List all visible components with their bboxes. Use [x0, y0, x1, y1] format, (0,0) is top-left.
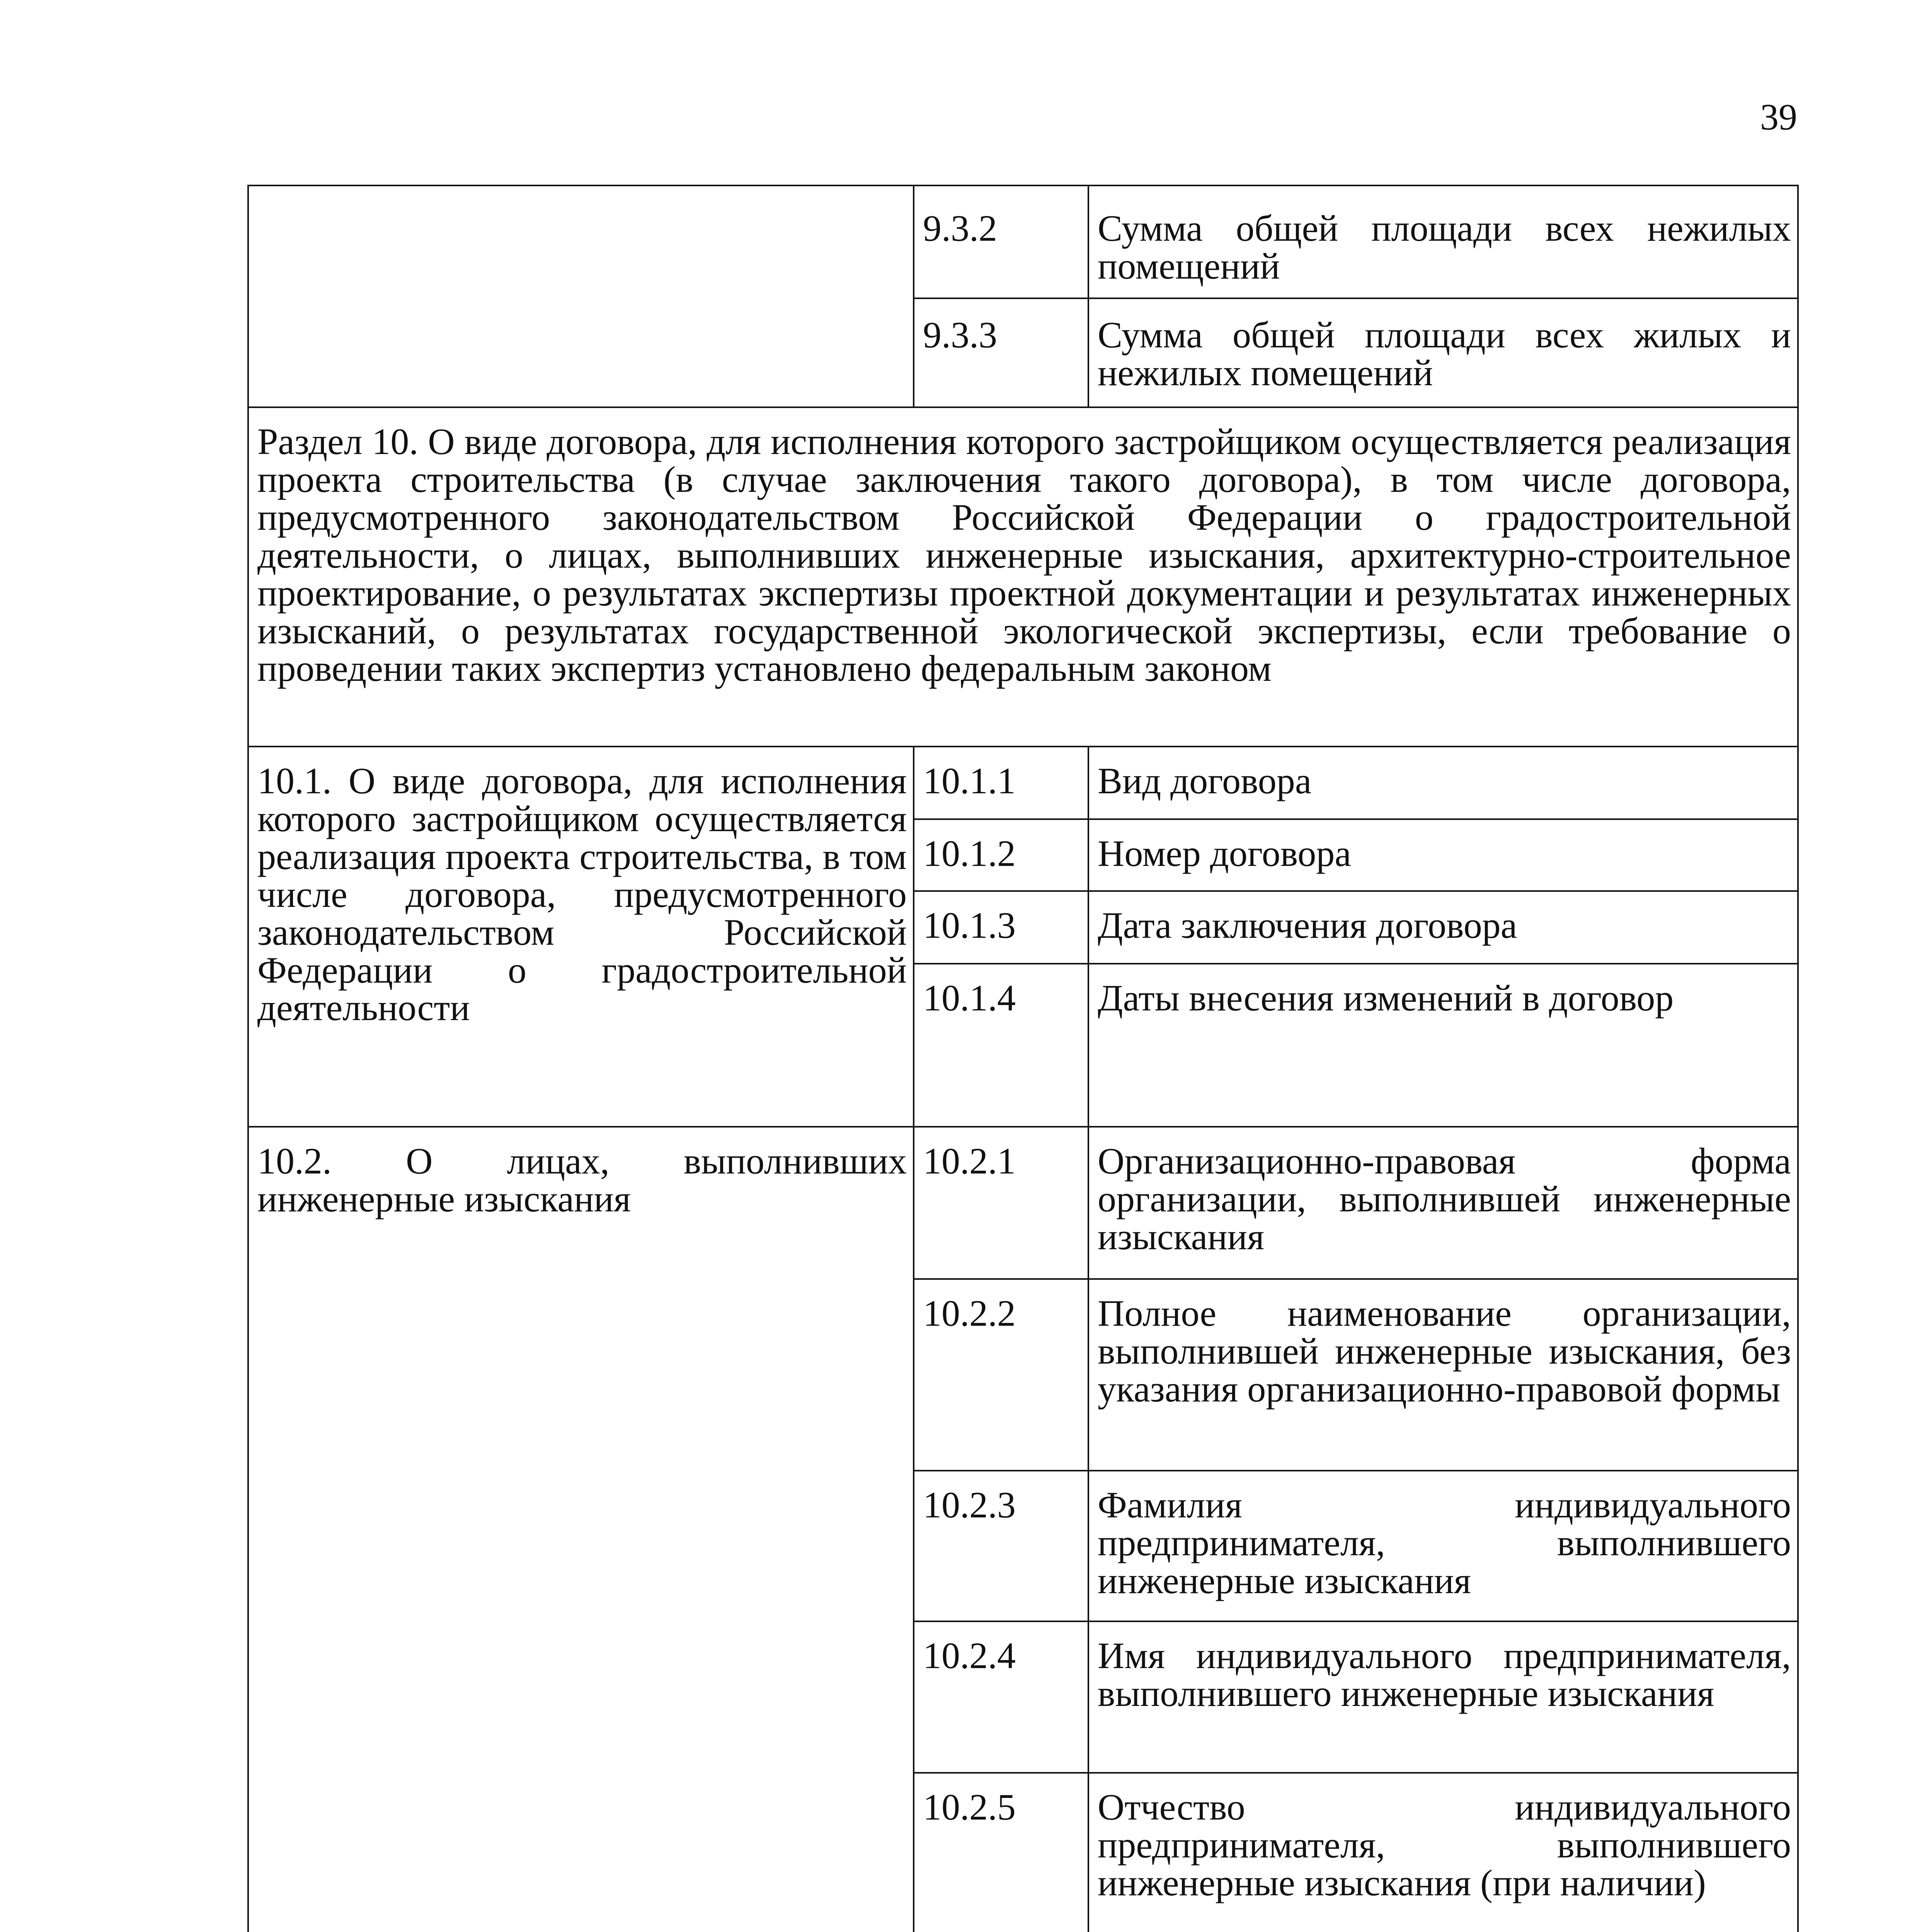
table-row — [248, 747, 1798, 819]
table-row — [248, 185, 1798, 298]
item-code: 10.2.5 — [914, 1773, 1088, 1932]
requirements-table — [247, 185, 1799, 1932]
item-text: Организационно-правовая форма организации, выполнившей инженерные изыскания — [1088, 1127, 1798, 1279]
item-code: 9.3.3 — [914, 298, 1088, 407]
item-code: 10.2.3 — [914, 1471, 1088, 1621]
item-code: 10.1.2 — [914, 819, 1088, 891]
page-number: 39 — [1760, 96, 1797, 138]
section-heading-row — [248, 407, 1798, 747]
item-code: 10.1.4 — [914, 964, 1088, 1127]
item-code: 10.2.4 — [914, 1621, 1088, 1773]
item-text: Вид договора — [1088, 747, 1798, 819]
section-10-heading: Раздел 10. О виде договора, для исполнения которого застройщиком осуществляется реализация проекта строительства (в случае заключения такого договора), в том числе договора, предусмотренного законодательством Российской Федерации о градостроительной деятельности, о лицах, выполнивших инженерные изыскания, архитектурно-строительное проектирование, о результатах экспертизы проектной документации и результатах инженерных изысканий, о результатах государственной экологической экспертизы, если требование о проведении таких экспертиз установлено федеральным законом — [248, 407, 1798, 747]
item-text: Имя индивидуального предпринимателя, выполнившего инженерные изыскания — [1088, 1621, 1798, 1773]
item-text: Фамилия индивидуального предпринимателя, выполнившего инженерные изыскания — [1088, 1471, 1798, 1621]
empty-group-cell — [248, 185, 914, 407]
group-10-1-title: 10.1. О виде договора, для исполнения которого застройщиком осуществляется реализация проекта строительства, в том числе договора, предусмотренного законодательством Российской Федерации о градостроительной деятельности — [248, 747, 914, 1127]
item-code: 10.2.1 — [914, 1127, 1088, 1279]
item-text: Даты внесения изменений в договор — [1088, 964, 1798, 1127]
item-text: Номер договора — [1088, 819, 1798, 891]
item-code: 10.2.2 — [914, 1279, 1088, 1471]
item-text: Полное наименование организации, выполнившей инженерные изыскания, без указания организационно-правовой формы — [1088, 1279, 1798, 1471]
item-code: 10.1.3 — [914, 891, 1088, 964]
item-text: Сумма общей площади всех жилых и нежилых помещений — [1088, 298, 1798, 407]
item-text: Отчество индивидуального предпринимателя, выполнившего инженерные изыскания (при наличии) — [1088, 1773, 1798, 1932]
item-code: 10.1.1 — [914, 747, 1088, 819]
group-10-2-title: 10.2. О лицах, выполнивших инженерные изыскания — [248, 1127, 914, 1932]
table-row — [248, 1127, 1798, 1279]
item-text: Сумма общей площади всех нежилых помещений — [1088, 185, 1798, 298]
item-code: 9.3.2 — [914, 185, 1088, 298]
item-text: Дата заключения договора — [1088, 891, 1798, 964]
